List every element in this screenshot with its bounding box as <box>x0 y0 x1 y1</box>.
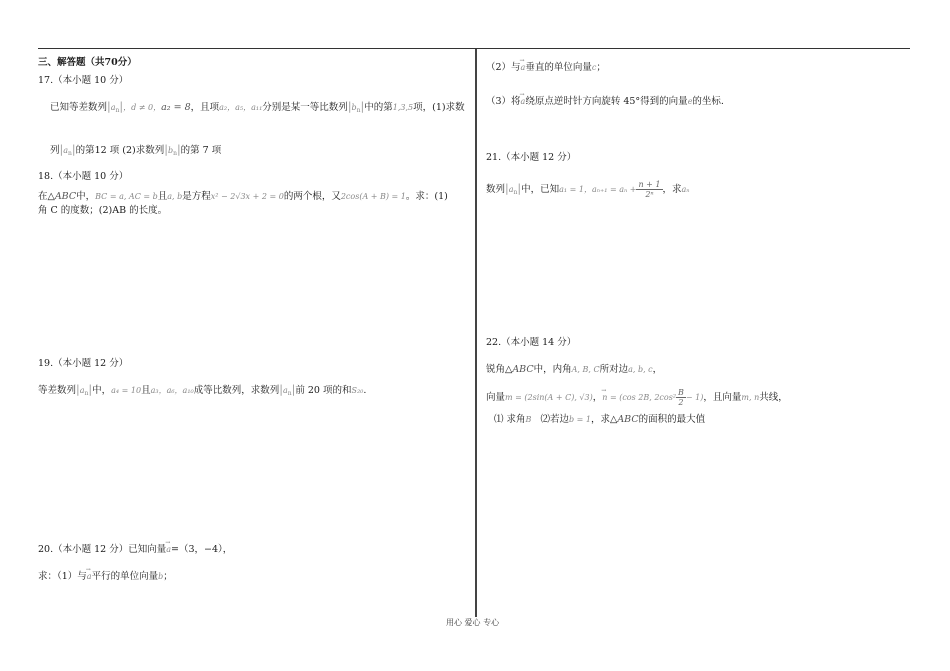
q20-line3: （3）将→ a绕原点逆时针方向旋转 45°得到的向量e的坐标. <box>486 96 724 108</box>
q22-line1: 锐角△ABC中，内角A, B, C所对边a, b, c， <box>486 364 663 375</box>
vector-a-symbol: → a <box>166 544 171 556</box>
q17-heading: 17.（本小题 10 分） <box>38 75 129 86</box>
q21-line1: 数列$|a_n|$中，已知a₁ = 1，aₙ₊₁ = aₙ + $\frac{n + 1}{\text{2ⁿ}}$ ，求aₙ <box>486 180 690 199</box>
q20-heading: 20.（本小题 12 分）已知向量→ a=（3，−4）， <box>38 544 232 556</box>
q19-heading: 19.（本小题 12 分） <box>38 358 129 369</box>
q17-line2: 列$|a_n|$的第12 项 (2)求数列$|b_n|$的第 7 项 <box>50 143 222 157</box>
page-footer: 用心 爱心 专心 <box>446 618 500 627</box>
q22-line2: 向量m = (2sin(A + C), √3)，→ n = (cos 2B, 2cos² $\frac{B}{2}$ − 1)，且向量m, n共线， <box>486 387 788 409</box>
q18-heading: 18.（本小题 10 分） <box>38 171 129 182</box>
q22-line3: ⑴ 求角B ⑵若边b = 1，求△ABC的面积的最大值 <box>494 414 706 425</box>
q21-fraction: $\frac{n + 1}{\text{2ⁿ}}$ <box>638 180 661 199</box>
q22-heading: 22.（本小题 14 分） <box>486 337 577 348</box>
q20-line2: （2）与→ a垂直的单位向量c； <box>486 62 606 74</box>
q17-line1: 已知等差数列$|a_n|$，d ≠ 0，a₂ = 8，且项a₂，a₅，a₁₁分别是某一等比数列$|b_n|$中的第1,3,5项，(1)求数 <box>50 100 465 114</box>
q19-line1: 等差数列$|a_n|$中，a₄ = 10且a₃，a₆，a₁₀成等比数列，求数列$|a_n|$前 20 项的和S₂₀. <box>38 383 367 397</box>
q18-line2: 角 C 的度数；(2)AB 的长度。 <box>38 205 168 216</box>
q21-heading: 21.（本小题 12 分） <box>486 152 577 163</box>
q18-line1: 在△ABC中，BC = a, AC = b且a, b是方程x² − 2√3x + 2 = 0的两个根，又2cos(A + B) = 1。求：(1) <box>38 191 448 202</box>
header-rule <box>38 48 910 49</box>
section-title: 三、解答题（共70分） <box>38 57 137 68</box>
q22-fraction: $\frac{B}{2}$ <box>678 388 684 407</box>
q20-line1: 求：（1）与→ a平行的单位向量b； <box>38 571 173 583</box>
column-divider <box>475 49 477 617</box>
